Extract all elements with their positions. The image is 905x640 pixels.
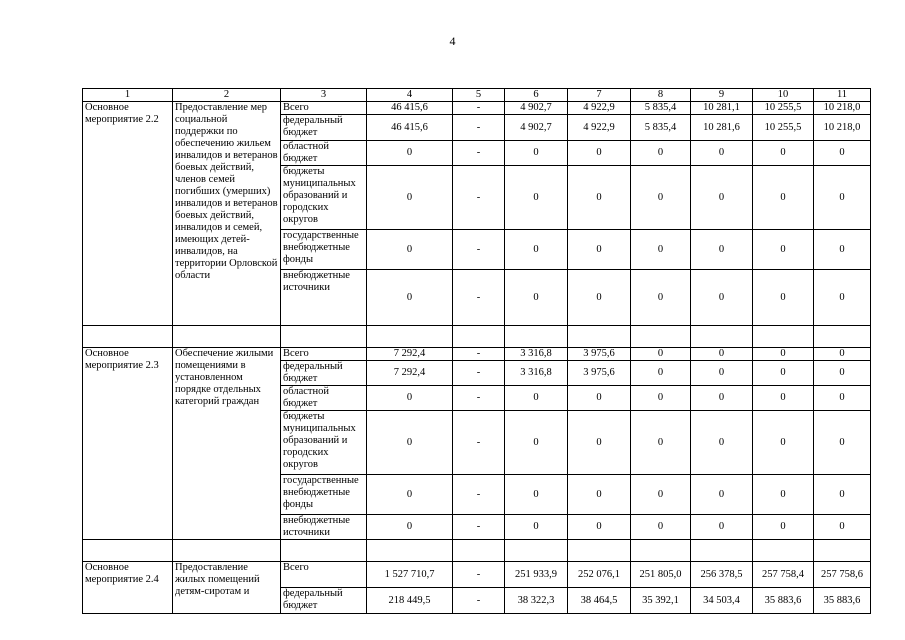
amount-cell: 10 281,6	[691, 115, 753, 141]
amount-cell: 0	[814, 348, 871, 361]
amount-cell: 10 281,1	[691, 102, 753, 115]
amount-cell: 0	[367, 166, 453, 230]
section-gap-row	[83, 540, 871, 562]
funding-source: внебюджетные источники	[281, 270, 367, 326]
empty-cell	[814, 540, 871, 562]
amount-cell: 38 464,5	[568, 588, 631, 614]
amount-cell: 0	[367, 475, 453, 515]
empty-cell	[83, 540, 173, 562]
amount-cell: 0	[691, 141, 753, 166]
empty-cell	[173, 326, 281, 348]
empty-cell	[281, 326, 367, 348]
amount-cell: 10 255,5	[753, 115, 814, 141]
empty-cell	[753, 540, 814, 562]
amount-cell: -	[453, 141, 505, 166]
amount-cell: 0	[631, 348, 691, 361]
empty-cell	[453, 540, 505, 562]
amount-cell: 0	[814, 230, 871, 270]
amount-cell: 0	[505, 475, 568, 515]
amount-cell: 0	[691, 515, 753, 540]
amount-cell: 0	[753, 361, 814, 386]
amount-cell: 46 415,6	[367, 102, 453, 115]
amount-cell: 0	[753, 141, 814, 166]
column-header: 3	[281, 89, 367, 102]
funding-source: федеральный бюджет	[281, 361, 367, 386]
amount-cell: 0	[367, 386, 453, 411]
amount-cell: -	[453, 166, 505, 230]
funding-source: федеральный бюджет	[281, 115, 367, 141]
amount-cell: 5 835,4	[631, 115, 691, 141]
column-header: 5	[453, 89, 505, 102]
amount-cell: 0	[631, 386, 691, 411]
amount-cell: 218 449,5	[367, 588, 453, 614]
amount-cell: -	[453, 475, 505, 515]
empty-cell	[505, 326, 568, 348]
funding-source: Всего	[281, 348, 367, 361]
column-header: 1	[83, 89, 173, 102]
funding-source: бюджеты муниципальных образований и городских округов	[281, 411, 367, 475]
empty-cell	[281, 540, 367, 562]
amount-cell: 0	[753, 411, 814, 475]
column-header: 7	[568, 89, 631, 102]
section-gap-row	[83, 326, 871, 348]
amount-cell: 0	[814, 515, 871, 540]
column-header: 4	[367, 89, 453, 102]
amount-cell: 0	[505, 230, 568, 270]
amount-cell: 0	[691, 270, 753, 326]
amount-cell: 0	[631, 141, 691, 166]
amount-cell: 0	[814, 270, 871, 326]
funding-source: областной бюджет	[281, 386, 367, 411]
amount-cell: 7 292,4	[367, 348, 453, 361]
amount-cell: 0	[568, 166, 631, 230]
column-header: 11	[814, 89, 871, 102]
amount-cell: 35 883,6	[753, 588, 814, 614]
amount-cell: 0	[691, 475, 753, 515]
column-header: 8	[631, 89, 691, 102]
budget-row	[83, 562, 871, 588]
amount-cell: 0	[691, 386, 753, 411]
amount-cell: 0	[814, 411, 871, 475]
amount-cell: 0	[505, 270, 568, 326]
column-header: 10	[753, 89, 814, 102]
amount-cell: 35 883,6	[814, 588, 871, 614]
amount-cell: -	[453, 386, 505, 411]
amount-cell: -	[453, 411, 505, 475]
amount-cell: 0	[631, 475, 691, 515]
amount-cell: 10 218,0	[814, 115, 871, 141]
amount-cell: 0	[814, 141, 871, 166]
amount-cell: 7 292,4	[367, 361, 453, 386]
funding-source: Всего	[281, 102, 367, 115]
amount-cell: -	[453, 348, 505, 361]
amount-cell: 257 758,6	[814, 562, 871, 588]
empty-cell	[753, 326, 814, 348]
empty-cell	[568, 326, 631, 348]
amount-cell: 256 378,5	[691, 562, 753, 588]
amount-cell: 0	[631, 270, 691, 326]
amount-cell: -	[453, 115, 505, 141]
amount-cell: -	[453, 102, 505, 115]
amount-cell: -	[453, 515, 505, 540]
column-header-row	[83, 89, 871, 102]
amount-cell: -	[453, 230, 505, 270]
amount-cell: 0	[753, 348, 814, 361]
amount-cell: 0	[753, 475, 814, 515]
funding-source: Всего	[281, 562, 367, 588]
amount-cell: 46 415,6	[367, 115, 453, 141]
amount-cell: 10 218,0	[814, 102, 871, 115]
amount-cell: 251 933,9	[505, 562, 568, 588]
amount-cell: 0	[631, 166, 691, 230]
funding-source: государственные внебюджетные фонды	[281, 230, 367, 270]
amount-cell: 0	[814, 166, 871, 230]
amount-cell: 0	[691, 411, 753, 475]
budget-row	[83, 348, 871, 361]
measure-description: Предоставление жилых помещений детям-сиротам и	[173, 562, 281, 614]
amount-cell: -	[453, 562, 505, 588]
measure-description: Предоставление мер социальной поддержки по обеспечению жильем инвалидов и ветеранов боевых действий, членов семей погибших (умерших) инвалидов и ветеранов боевых действий, инвалидов и семей, имеющих детей-инвалидов, на территории Орловской области	[173, 102, 281, 326]
empty-cell	[453, 326, 505, 348]
amount-cell: 0	[505, 411, 568, 475]
empty-cell	[631, 540, 691, 562]
empty-cell	[568, 540, 631, 562]
funding-source: бюджеты муниципальных образований и городских округов	[281, 166, 367, 230]
amount-cell: -	[453, 361, 505, 386]
empty-cell	[173, 540, 281, 562]
amount-cell: 1 527 710,7	[367, 562, 453, 588]
amount-cell: 0	[691, 348, 753, 361]
empty-cell	[631, 326, 691, 348]
measure-code: Основное мероприятие 2.2	[83, 102, 173, 326]
empty-cell	[691, 326, 753, 348]
empty-cell	[367, 540, 453, 562]
empty-cell	[505, 540, 568, 562]
amount-cell: 0	[753, 230, 814, 270]
column-header: 2	[173, 89, 281, 102]
amount-cell: 3 316,8	[505, 348, 568, 361]
amount-cell: 3 316,8	[505, 361, 568, 386]
amount-cell: 0	[814, 475, 871, 515]
amount-cell: 0	[753, 515, 814, 540]
amount-cell: 4 902,7	[505, 115, 568, 141]
amount-cell: 0	[691, 230, 753, 270]
amount-cell: 0	[753, 166, 814, 230]
amount-cell: 0	[505, 386, 568, 411]
amount-cell: 0	[631, 361, 691, 386]
empty-cell	[367, 326, 453, 348]
funding-source: внебюджетные источники	[281, 515, 367, 540]
column-header: 6	[505, 89, 568, 102]
amount-cell: 0	[505, 166, 568, 230]
amount-cell: 0	[631, 411, 691, 475]
amount-cell: 0	[367, 411, 453, 475]
amount-cell: 257 758,4	[753, 562, 814, 588]
amount-cell: 4 922,9	[568, 102, 631, 115]
amount-cell: 3 975,6	[568, 348, 631, 361]
amount-cell: 0	[568, 475, 631, 515]
amount-cell: 4 922,9	[568, 115, 631, 141]
amount-cell: -	[453, 588, 505, 614]
empty-cell	[691, 540, 753, 562]
funding-source: областной бюджет	[281, 141, 367, 166]
amount-cell: 0	[568, 386, 631, 411]
amount-cell: 35 392,1	[631, 588, 691, 614]
amount-cell: -	[453, 270, 505, 326]
empty-cell	[814, 326, 871, 348]
amount-cell: 0	[505, 141, 568, 166]
page-number: 4	[449, 34, 456, 48]
measure-description: Обеспечение жилыми помещениями в установленном порядке отдельных категорий граждан	[173, 348, 281, 540]
column-header: 9	[691, 89, 753, 102]
empty-cell	[83, 326, 173, 348]
amount-cell: 251 805,0	[631, 562, 691, 588]
amount-cell: 0	[691, 361, 753, 386]
measure-code: Основное мероприятие 2.4	[83, 562, 173, 614]
amount-cell: 0	[367, 141, 453, 166]
budget-row	[83, 102, 871, 115]
amount-cell: 0	[568, 515, 631, 540]
amount-cell: 0	[631, 515, 691, 540]
amount-cell: 4 902,7	[505, 102, 568, 115]
amount-cell: 0	[814, 386, 871, 411]
amount-cell: 0	[568, 230, 631, 270]
funding-source: федеральный бюджет	[281, 588, 367, 614]
amount-cell: 0	[753, 386, 814, 411]
funding-source: государственные внебюджетные фонды	[281, 475, 367, 515]
measure-code: Основное мероприятие 2.3	[83, 348, 173, 540]
budget-table	[82, 88, 871, 614]
amount-cell: 0	[568, 141, 631, 166]
amount-cell: 38 322,3	[505, 588, 568, 614]
amount-cell: 0	[691, 166, 753, 230]
amount-cell: 0	[814, 361, 871, 386]
amount-cell: 0	[631, 230, 691, 270]
amount-cell: 252 076,1	[568, 562, 631, 588]
amount-cell: 5 835,4	[631, 102, 691, 115]
amount-cell: 0	[367, 270, 453, 326]
amount-cell: 0	[505, 515, 568, 540]
amount-cell: 0	[367, 515, 453, 540]
amount-cell: 0	[568, 411, 631, 475]
amount-cell: 3 975,6	[568, 361, 631, 386]
amount-cell: 0	[753, 270, 814, 326]
amount-cell: 34 503,4	[691, 588, 753, 614]
amount-cell: 0	[568, 270, 631, 326]
amount-cell: 10 255,5	[753, 102, 814, 115]
amount-cell: 0	[367, 230, 453, 270]
